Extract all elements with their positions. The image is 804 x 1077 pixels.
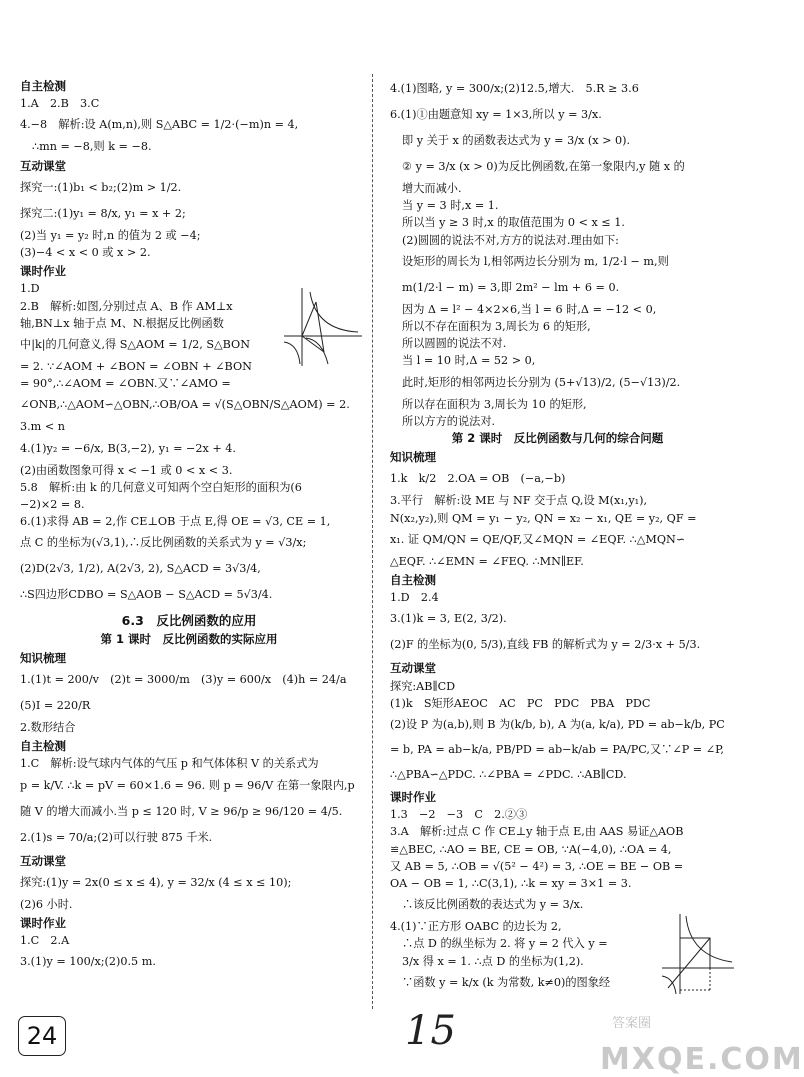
- answer-line: 当 y = 3 时,x = 1.: [402, 199, 499, 213]
- answer-line: 1.C 解析:设气球内气体的气压 p 和气体体积 V 的关系式为: [20, 757, 319, 771]
- handwritten-note: 15: [405, 1008, 456, 1054]
- answer-line: = 90°,∴∠AOM = ∠OBN.又∵∠AMO =: [20, 377, 231, 391]
- answer-line: 探究:AB∥CD: [390, 679, 456, 693]
- answer-line: 所以圆圆的说法不对.: [402, 337, 507, 351]
- answer-line: (2)6 小时.: [20, 897, 73, 911]
- answer-line: 探究:(1)y = 2x(0 ≤ x ≤ 4), y = 32/x (4 ≤ x ≤ 10);: [20, 875, 292, 889]
- answer-line: 1.C 2.A: [20, 934, 70, 948]
- answer-paragraph: (2)设 P 为(a,b),则 B 为(k/b, b), A 为(a, k/a), PD = ab−k/b, PC = b, PA = ab−k/a, PB/PD = ab−k/ab = PA/PC,又∵∠P = ∠P, ∴△PBA∽△PDC. ∴∠PBA = ∠PDC. ∴AB∥CD.: [390, 718, 725, 782]
- answer-line: p = k/V. ∴k = pV = 60×1.6 = 96. 则 p = 96/V 在第一象限内,p: [20, 778, 355, 792]
- answer-line: 所以存在面积为 3,周长为 10 的矩形,: [402, 397, 587, 411]
- answer-line: ② y = 3/x (x > 0)为反比例函数,在第一象限内,y 随 x 的: [402, 160, 685, 173]
- answer-line: 6.(1)求得 AB = 2,作 CE⊥OB 于点 E,得 OE = √3, CE = 1,: [20, 515, 331, 529]
- answer-line: OA − OB = 1, ∴C(3,1), ∴k = xy = 3×1 = 3.: [390, 877, 632, 891]
- answer-line: ∵函数 y = k/x (k 为常数, k≠0)的图象经: [402, 975, 611, 989]
- answer-line: 4.(1)图略, y = 300/x;(2)12.5,增大. 5.R ≥ 3.6: [390, 82, 639, 95]
- section-heading: 课时作业: [390, 790, 436, 805]
- answer-line: (2)F 的坐标为(0, 5/3),直线 FB 的解析式为 y = 2/3·x + 5/3.: [390, 638, 701, 652]
- section-heading: 自主检测: [20, 79, 66, 93]
- lesson-title: 第 2 课时 反比例函数与几何的综合问题: [451, 431, 664, 446]
- answer-line: (2)圆圆的说法不对,方方的说法对.理由如下:: [402, 233, 619, 247]
- answer-line: △EQF. ∴∠EMN = ∠FEQ. ∴MN∥EF.: [390, 554, 584, 568]
- section-heading: 课时作业: [20, 264, 66, 279]
- watermark-site: MXQE.COM: [600, 1042, 804, 1077]
- answer-line: −2)×2 = 8.: [20, 498, 85, 512]
- watermark-text: 答案圈: [612, 1016, 652, 1031]
- answer-line: 点 C 的坐标为(√3,1),∴反比例函数的关系式为 y = √3/x;: [20, 536, 307, 550]
- answer-line: 当 l = 10 时,Δ = 52 > 0,: [402, 354, 536, 368]
- section-heading: 自主检测: [390, 573, 436, 588]
- answer-line: (2)由函数图象可得 x < −1 或 0 < x < 3.: [20, 463, 233, 477]
- section-heading: 互动课堂: [390, 661, 436, 676]
- answer-line: 3.(1)k = 3, E(2, 3/2).: [390, 612, 507, 626]
- section-heading: 互动课堂: [20, 853, 66, 868]
- answer-line: ∴该反比例函数的表达式为 y = 3/x.: [402, 898, 584, 912]
- hyperbola-figure-2: [660, 912, 736, 996]
- answer-line: ∴S四边形CDBO = S△AOB − S△ACD = 5√3/4.: [20, 588, 273, 602]
- answer-line: 此时,矩形的相邻两边长分别为 (5+√13)/2, (5−√13)/2.: [402, 375, 681, 389]
- section-title: 6.3 反比例函数的应用: [121, 613, 257, 629]
- answer-line: 3.(1)y = 100/x;(2)0.5 m.: [20, 955, 156, 969]
- answer-line: 1.D: [20, 282, 40, 296]
- answer-line: (2)当 y₁ = y₂ 时,n 的值为 2 或 −4;: [20, 228, 201, 242]
- answer-line: 因为 Δ = l² − 4×2×6,当 l = 6 时,Δ = −12 < 0,: [402, 302, 657, 316]
- answer-line: 中|k|的几何意义,得 S△AOM = 1/2, S△BON: [20, 338, 250, 352]
- answer-line: 轴,BN⊥x 轴于点 M、N.根据反比例函数: [20, 316, 224, 330]
- answer-line: 探究二:(1)y₁ = 8/x, y₁ = x + 2;: [20, 206, 186, 220]
- answer-line: 2.数形结合: [20, 721, 76, 735]
- answer-line: 4.(1)∵正方形 OABC 的边长为 2,: [390, 920, 562, 934]
- answer-line: 3.A 解析:过点 C 作 CE⊥y 轴于点 E,由 AAS 易证△AOB: [390, 825, 684, 839]
- answer-line: ≌△BEC, ∴AO = BE, CE = OB, ∵A(−4,0), ∴OA = 4,: [390, 842, 672, 856]
- answer-line: 1.(1)t = 200/v (2)t = 3000/m (3)y = 600/x (4)h = 24/a: [20, 673, 347, 687]
- answer-line: 2.B 解析:如图,分别过点 A、B 作 AM⊥x: [20, 299, 233, 313]
- answer-line: = 2. ∵∠AOM + ∠BON = ∠OBN + ∠BON: [20, 360, 252, 374]
- right-column: [390, 76, 725, 996]
- answer-line: 2.(1)s = 70/a;(2)可以行驶 875 千米.: [20, 830, 213, 844]
- answer-line: 1.D 2.4: [390, 591, 439, 605]
- answer-line: 1.k k/2 2.OA = OB (−a,−b): [390, 472, 566, 486]
- answer-line: 1.3 −2 −3 C 2.②③: [390, 808, 528, 822]
- answer-line: 即 y 关于 x 的函数表达式为 y = 3/x (x > 0).: [402, 134, 631, 147]
- answer-line: 随 V 的增大而减小.当 p ≤ 120 时, V ≥ 96/p ≥ 96/120 = 4/5.: [20, 804, 343, 818]
- answer-line: 5.8 解析:由 k 的几何意义可知两个空白矩形的面积为(6: [20, 480, 302, 494]
- lesson-title: 第 1 课时 反比例函数的实际应用: [100, 631, 278, 646]
- section-heading: 互动课堂: [20, 158, 66, 173]
- answer-line: m(1/2·l − m) = 3,即 2m² − lm + 6 = 0.: [402, 280, 620, 294]
- answer-line: (5)I = 220/R: [20, 699, 91, 713]
- answer-line: 3.m < n: [20, 420, 65, 434]
- answer-line: 探究一:(1)b₁ < b₂;(2)m > 1/2.: [20, 180, 182, 194]
- answer-line: (1)k S矩形AEOC AC PC PDC PBA PDC: [390, 696, 651, 710]
- answer-line: (3)−4 < x < 0 或 x > 2.: [20, 246, 151, 260]
- answer-line: 设矩形的周长为 l,相邻两边长分别为 m, 1/2·l − m,则: [402, 254, 669, 268]
- answer-line: N(x₂,y₂),则 QM = y₁ − y₂, QN = x₂ − x₁, QE = y₂, QF =: [390, 511, 697, 525]
- hyperbola-figure-1: [282, 286, 364, 368]
- answer-line: 又 AB = 5, ∴OB = √(5² − 4²) = 3, ∴OE = BE − OB =: [390, 859, 684, 873]
- answer-line: 所以当 y ≥ 3 时,x 的取值范围为 0 < x ≤ 1.: [402, 216, 625, 230]
- section-heading: 知识梳理: [20, 650, 66, 665]
- answer-line: x₁. 证 QM/QN = QE/QF,又∠MQN = ∠EQF. ∴△MQN∽: [390, 532, 686, 546]
- answer-line: 所以方方的说法对.: [402, 414, 496, 428]
- answer-line: 4.−8 解析:设 A(m,n),则 S△ABC = 1/2·(−m)n = 4,: [20, 118, 299, 132]
- answer-line: (2)D(2√3, 1/2), A(2√3, 2), S△ACD = 3√3/4,: [20, 562, 261, 576]
- answer-line: ∴mn = −8,则 k = −8.: [32, 140, 152, 154]
- answer-line: 3.平行 解析:设 ME 与 NF 交于点 Q,设 M(x₁,y₁),: [390, 494, 648, 508]
- answer-line: ∴点 D 的纵坐标为 2. 将 y = 2 代入 y =: [402, 937, 608, 951]
- answer-line: 4.(1)y₂ = −6/x, B(3,−2), y₁ = −2x + 4.: [20, 441, 236, 455]
- section-heading: 知识梳理: [390, 450, 436, 465]
- section-heading: 自主检测: [20, 739, 66, 754]
- answer-line: 1.A 2.B 3.C: [20, 97, 100, 111]
- answer-line: 增大而减小.: [402, 182, 462, 195]
- answer-line: 3/x 得 x = 1. ∴点 D 的坐标为(1,2).: [402, 954, 584, 968]
- section-heading: 课时作业: [20, 916, 66, 931]
- answer-line: 6.(1)①由题意知 xy = 1×3,所以 y = 3/x.: [390, 108, 602, 121]
- left-column: [20, 76, 358, 975]
- page-number: 24: [18, 1016, 66, 1056]
- column-divider: [372, 74, 373, 1009]
- answer-line: ∠ONB,∴△AOM∽△OBN,∴OB/OA = √(S△OBN/S△AOM) = 2.: [20, 398, 350, 412]
- answer-line: 所以不存在面积为 3,周长为 6 的矩形,: [402, 320, 591, 334]
